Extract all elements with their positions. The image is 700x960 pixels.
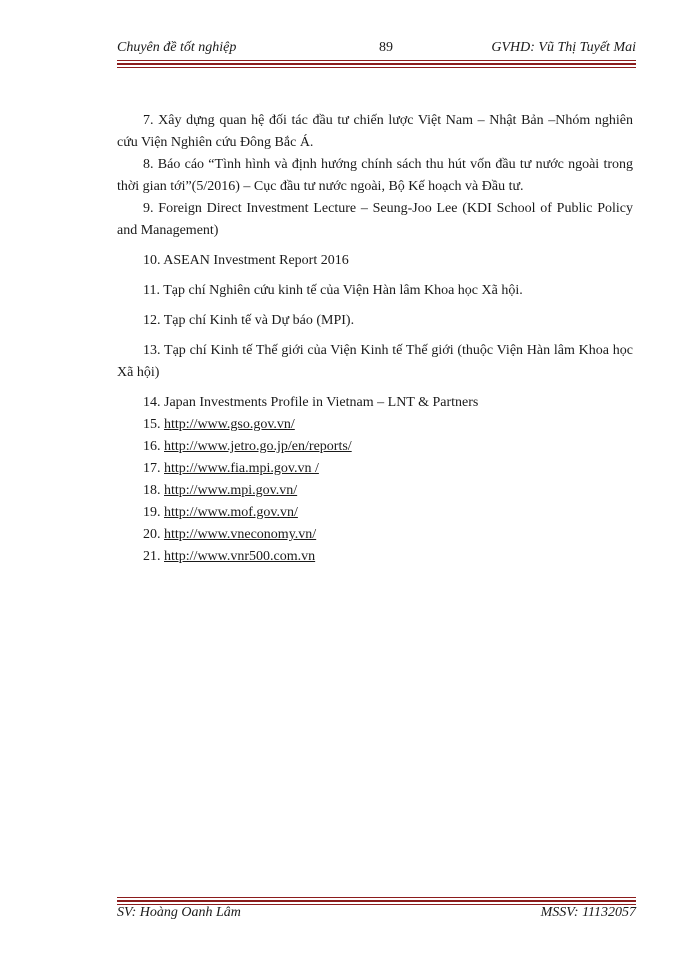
- reference-number: 18.: [143, 483, 161, 498]
- reference-text: Tạp chí Nghiên cứu kinh tế của Viện Hàn lâm Khoa học Xã hội.: [163, 283, 523, 298]
- reference-number: 10.: [143, 253, 161, 268]
- reference-link[interactable]: http://www.vneconomy.vn/: [164, 527, 317, 542]
- reference-number: 17.: [143, 461, 161, 476]
- header-rule-thick: [117, 63, 636, 65]
- reference-number: 15.: [143, 417, 161, 432]
- reference-text: Japan Investments Profile in Vietnam – LNT & Partners: [164, 395, 479, 410]
- page-number: 89: [379, 40, 393, 55]
- reference-item: [117, 524, 633, 546]
- reference-text: Foreign Direct Investment Lecture – Seung-Joo Lee (KDI School of Public Policy and Management): [117, 201, 634, 238]
- footer-rule-thin: [117, 897, 636, 898]
- reference-link[interactable]: http://www.fia.mpi.gov.vn /: [164, 461, 319, 476]
- reference-number: 21.: [143, 549, 161, 564]
- reference-number: 16.: [143, 439, 161, 454]
- reference-text: Tạp chí Kinh tế Thế giới của Viện Kinh tế Thế giới (thuộc Viện Hàn lâm Khoa học Xã hội): [117, 343, 633, 380]
- reference-link[interactable]: http://www.vnr500.com.vn: [164, 549, 316, 564]
- reference-item: [117, 198, 633, 242]
- reference-link[interactable]: http://www.jetro.go.jp/en/reports/: [164, 439, 352, 454]
- reference-item: [117, 154, 633, 198]
- reference-item: [117, 546, 633, 568]
- reference-item: [117, 110, 633, 154]
- reference-item: [117, 480, 633, 502]
- reference-link[interactable]: http://www.gso.gov.vn/: [164, 417, 295, 432]
- header-supervisor: GVHD: Vũ Thị Tuyết Mai: [491, 40, 636, 55]
- reference-item: [117, 250, 633, 272]
- reference-number: 7.: [143, 113, 154, 128]
- header-rule-thin: [117, 60, 636, 61]
- reference-number: 12.: [143, 313, 161, 328]
- reference-text: ASEAN Investment Report 2016: [163, 253, 349, 268]
- reference-text: Tạp chí Kinh tế và Dự báo (MPI).: [163, 313, 355, 328]
- reference-link[interactable]: http://www.mof.gov.vn/: [164, 505, 298, 520]
- reference-number: 20.: [143, 527, 161, 542]
- reference-number: 9.: [143, 201, 154, 216]
- reference-link[interactable]: http://www.mpi.gov.vn/: [164, 483, 298, 498]
- reference-item: [117, 280, 633, 302]
- reference-number: 8.: [143, 157, 154, 172]
- reference-number: 19.: [143, 505, 161, 520]
- reference-item: [117, 458, 633, 480]
- header-rule-thin-lower: [117, 67, 636, 68]
- reference-item: [117, 436, 633, 458]
- reference-list: [117, 110, 633, 568]
- footer-student-id: MSSV: 11132057: [540, 905, 636, 920]
- footer-student: SV: Hoàng Oanh Lâm: [117, 905, 241, 920]
- footer-rule-thick: [117, 900, 636, 902]
- reference-item: [117, 502, 633, 524]
- reference-text: Báo cáo “Tình hình và định hướng chính sách thu hút vốn đầu tư nước ngoài trong thời gian tới”(5/2016) – Cục đầu tư nước ngoài, Bộ Kế hoạch và Đầu tư.: [117, 157, 634, 194]
- reference-item: [117, 414, 633, 436]
- page-header: [117, 40, 636, 60]
- reference-number: 11.: [143, 283, 160, 298]
- reference-item: [117, 340, 633, 384]
- reference-item: [117, 310, 633, 332]
- header-title: Chuyên đề tốt nghiệp: [117, 40, 237, 55]
- reference-text: Xây dựng quan hệ đối tác đầu tư chiến lược Việt Nam – Nhật Bản –Nhóm nghiên cứu Viện Nghiên cứu Đông Bắc Á.: [117, 113, 634, 150]
- reference-item: [117, 392, 633, 414]
- reference-number: 14.: [143, 395, 161, 410]
- reference-number: 13.: [143, 343, 161, 358]
